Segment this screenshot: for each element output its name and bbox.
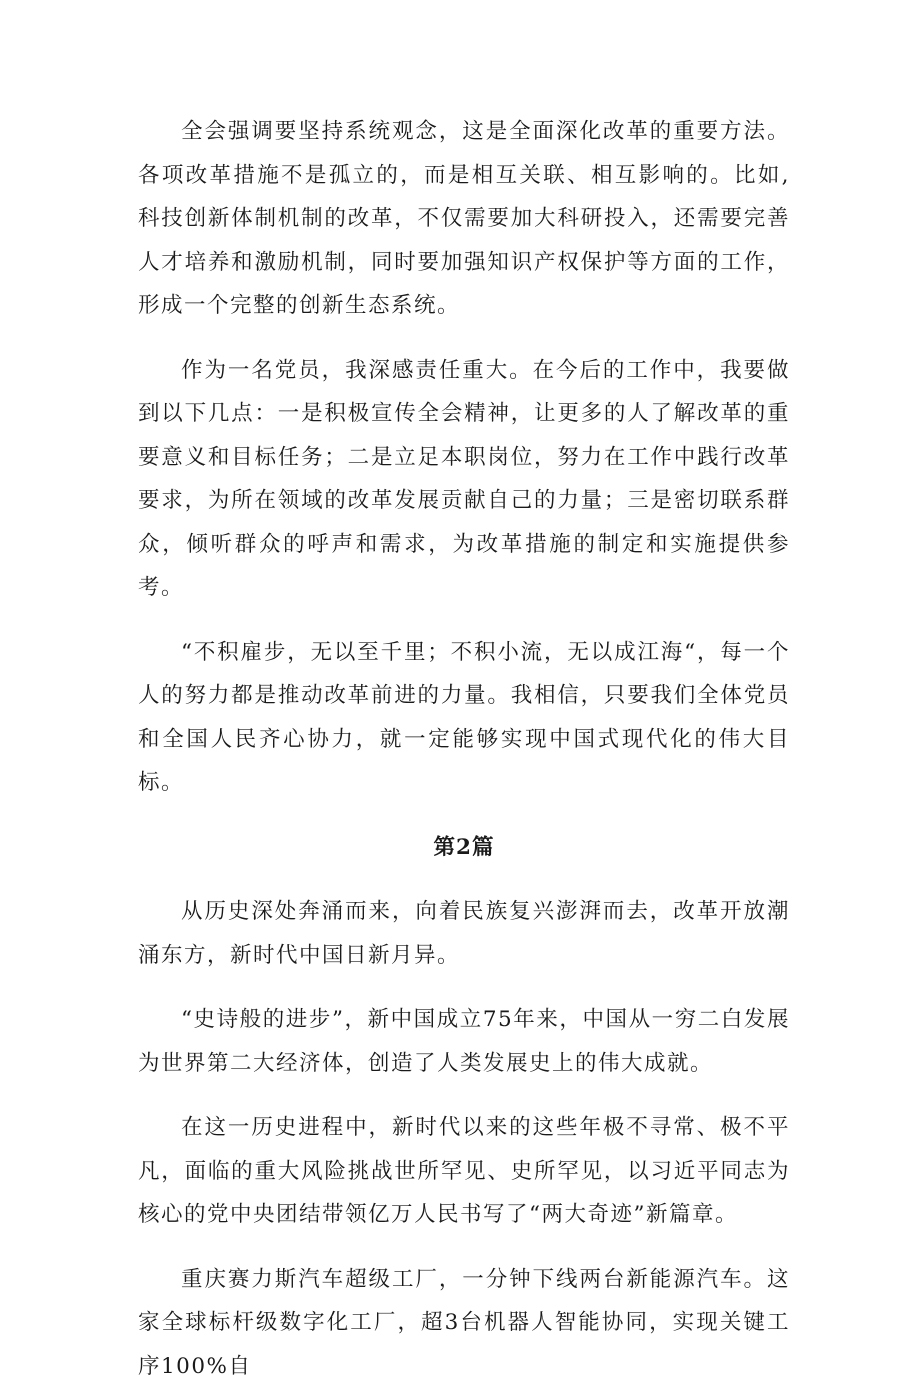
paragraph-party-member-duty: 作为一名党员，我深感责任重大。在今后的工作中，我要做到以下几点：一是积极宣传全会精神，让更多的人了解改革的重要意义和目标任务；二是立足本职岗位，努力在工作中践行改革要求，为所在领域的改革发展贡献自己的力量；三是密切联系群众，倾听群众的呼声和需求，为改革措施的制定和实施提供参考。	[138, 349, 790, 610]
paragraph-quote-effort: “不积雇步，无以至千里；不积小流，无以成江海“，每一个人的努力都是推动改革前进的力量。我相信，只要我们全体党员和全国人民齐心协力，就一定能够实现中国式现代化的伟大目标。	[138, 631, 790, 805]
paragraph-epic-progress: “史诗般的进步”，新中国成立75年来，中国从一穷二白发展为世界第二大经济体，创造了人类发展史上的伟大成就。	[138, 998, 790, 1085]
section-heading: 第2篇	[138, 826, 790, 870]
paragraph-seres-factory: 重庆赛力斯汽车超级工厂，一分钟下线两台新能源汽车。这家全球标杆级数字化工厂，超3台机器人智能协同，实现关键工序100%自	[138, 1258, 790, 1388]
paragraph-new-era: 在这一历史进程中，新时代以来的这些年极不寻常、极不平凡，面临的重大风险挑战世所罕见、史所罕见，以习近平同志为核心的党中央团结带领亿万人民书写了“两大奇迹”新篇章。	[138, 1106, 790, 1237]
paragraph-systems-view: 全会强调要坚持系统观念，这是全面深化改革的重要方法。各项改革措施不是孤立的，而是相互关联、相互影响的。比如,科技创新体制机制的改革，不仅需要加大科研投入，还需要完善人才培养和激励机制，同时要加强知识产权保护等方面的工作，形成一个完整的创新生态系统。	[138, 110, 790, 328]
paragraph-history: 从历史深处奔涌而来，向着民族复兴澎湃而去，改革开放潮涌东方，新时代中国日新月异。	[138, 890, 790, 977]
document-body	[138, 110, 790, 1388]
